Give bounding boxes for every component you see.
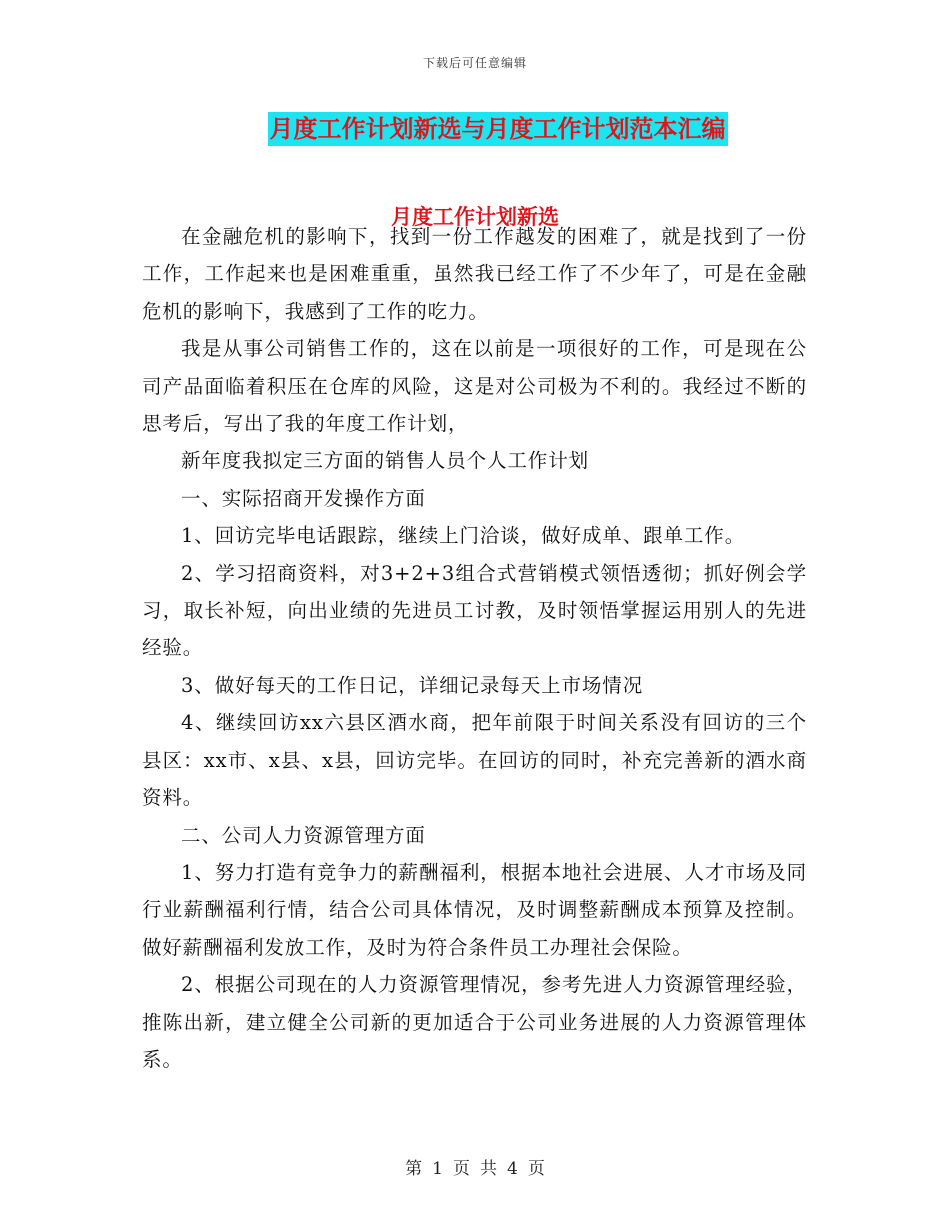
paragraph: 4、继续回访xx六县区酒水商，把年前限于时间关系没有回访的三个县区：xx市、x县、x县，回访完毕。在回访的同时，补充完善新的酒水商资料。 [142, 711, 807, 810]
paragraph: 2、根据公司现在的人力资源管理情况，参考先进人力资源管理经验，推陈出新，建立健全公司新的更加适合于公司业务进展的人力资源管理体系。 [142, 973, 807, 1071]
current-page-number: 1 [432, 1159, 443, 1179]
footer-word-gong: 共 [480, 1159, 497, 1179]
footer-word-ye: 页 [453, 1159, 470, 1179]
footer-word-ye-2: 页 [527, 1159, 545, 1179]
paragraph: 二、公司人力资源管理方面 [181, 823, 426, 847]
paragraph: 在金融危机的影响下，找到一份工作越发的困难了，就是找到了一份工作，工作起来也是困难重重，虽然我已经工作了不少年了，可是在金融危机的影响下，我感到了工作的吃力。 [142, 225, 807, 323]
paragraph: 新年度我拟定三方面的销售人员个人工作计划 [181, 449, 590, 473]
document-body [142, 218, 807, 1078]
paragraph: 3、做好每天的工作日记，详细记录每天上市场情况 [181, 673, 644, 697]
main-title: 月度工作计划新选与月度工作计划范本汇编 [268, 112, 728, 146]
paragraph: 1、努力打造有竞争力的薪酬福利，根据本地社会进展、人才市场及同行业薪酬福利行情，结合公司具体情况，及时调整薪酬成本预算及控制。做好薪酬福利发放工作，及时为符合条件员工办理社会保险。 [142, 860, 807, 959]
main-title-container [0, 112, 950, 146]
total-pages-number: 4 [507, 1159, 518, 1179]
page-header-note: 下载后可任意编辑 [422, 56, 527, 70]
paragraph: 我是从事公司销售工作的，这在以前是一项很好的工作，可是现在公司产品面临着积压在仓库的风险，这是对公司极为不利的。我经过不断的思考后，写出了我的年度工作计划， [142, 337, 807, 436]
footer-word-di: 第 [405, 1159, 423, 1179]
paragraph: 1、回访完毕电话跟踪，继续上门洽谈，做好成单、跟单工作。 [181, 524, 746, 548]
paragraph: 一、实际招商开发操作方面 [181, 486, 426, 510]
section-title: 月度工作计划新选 [391, 205, 559, 229]
page-footer [0, 1154, 950, 1179]
paragraph: 2、学习招商资料，对3+2+3组合式营销模式领悟透彻；抓好例会学习，取长补短，向出业绩的先进员工讨教，及时领悟掌握运用别人的先进经验。 [142, 561, 807, 660]
